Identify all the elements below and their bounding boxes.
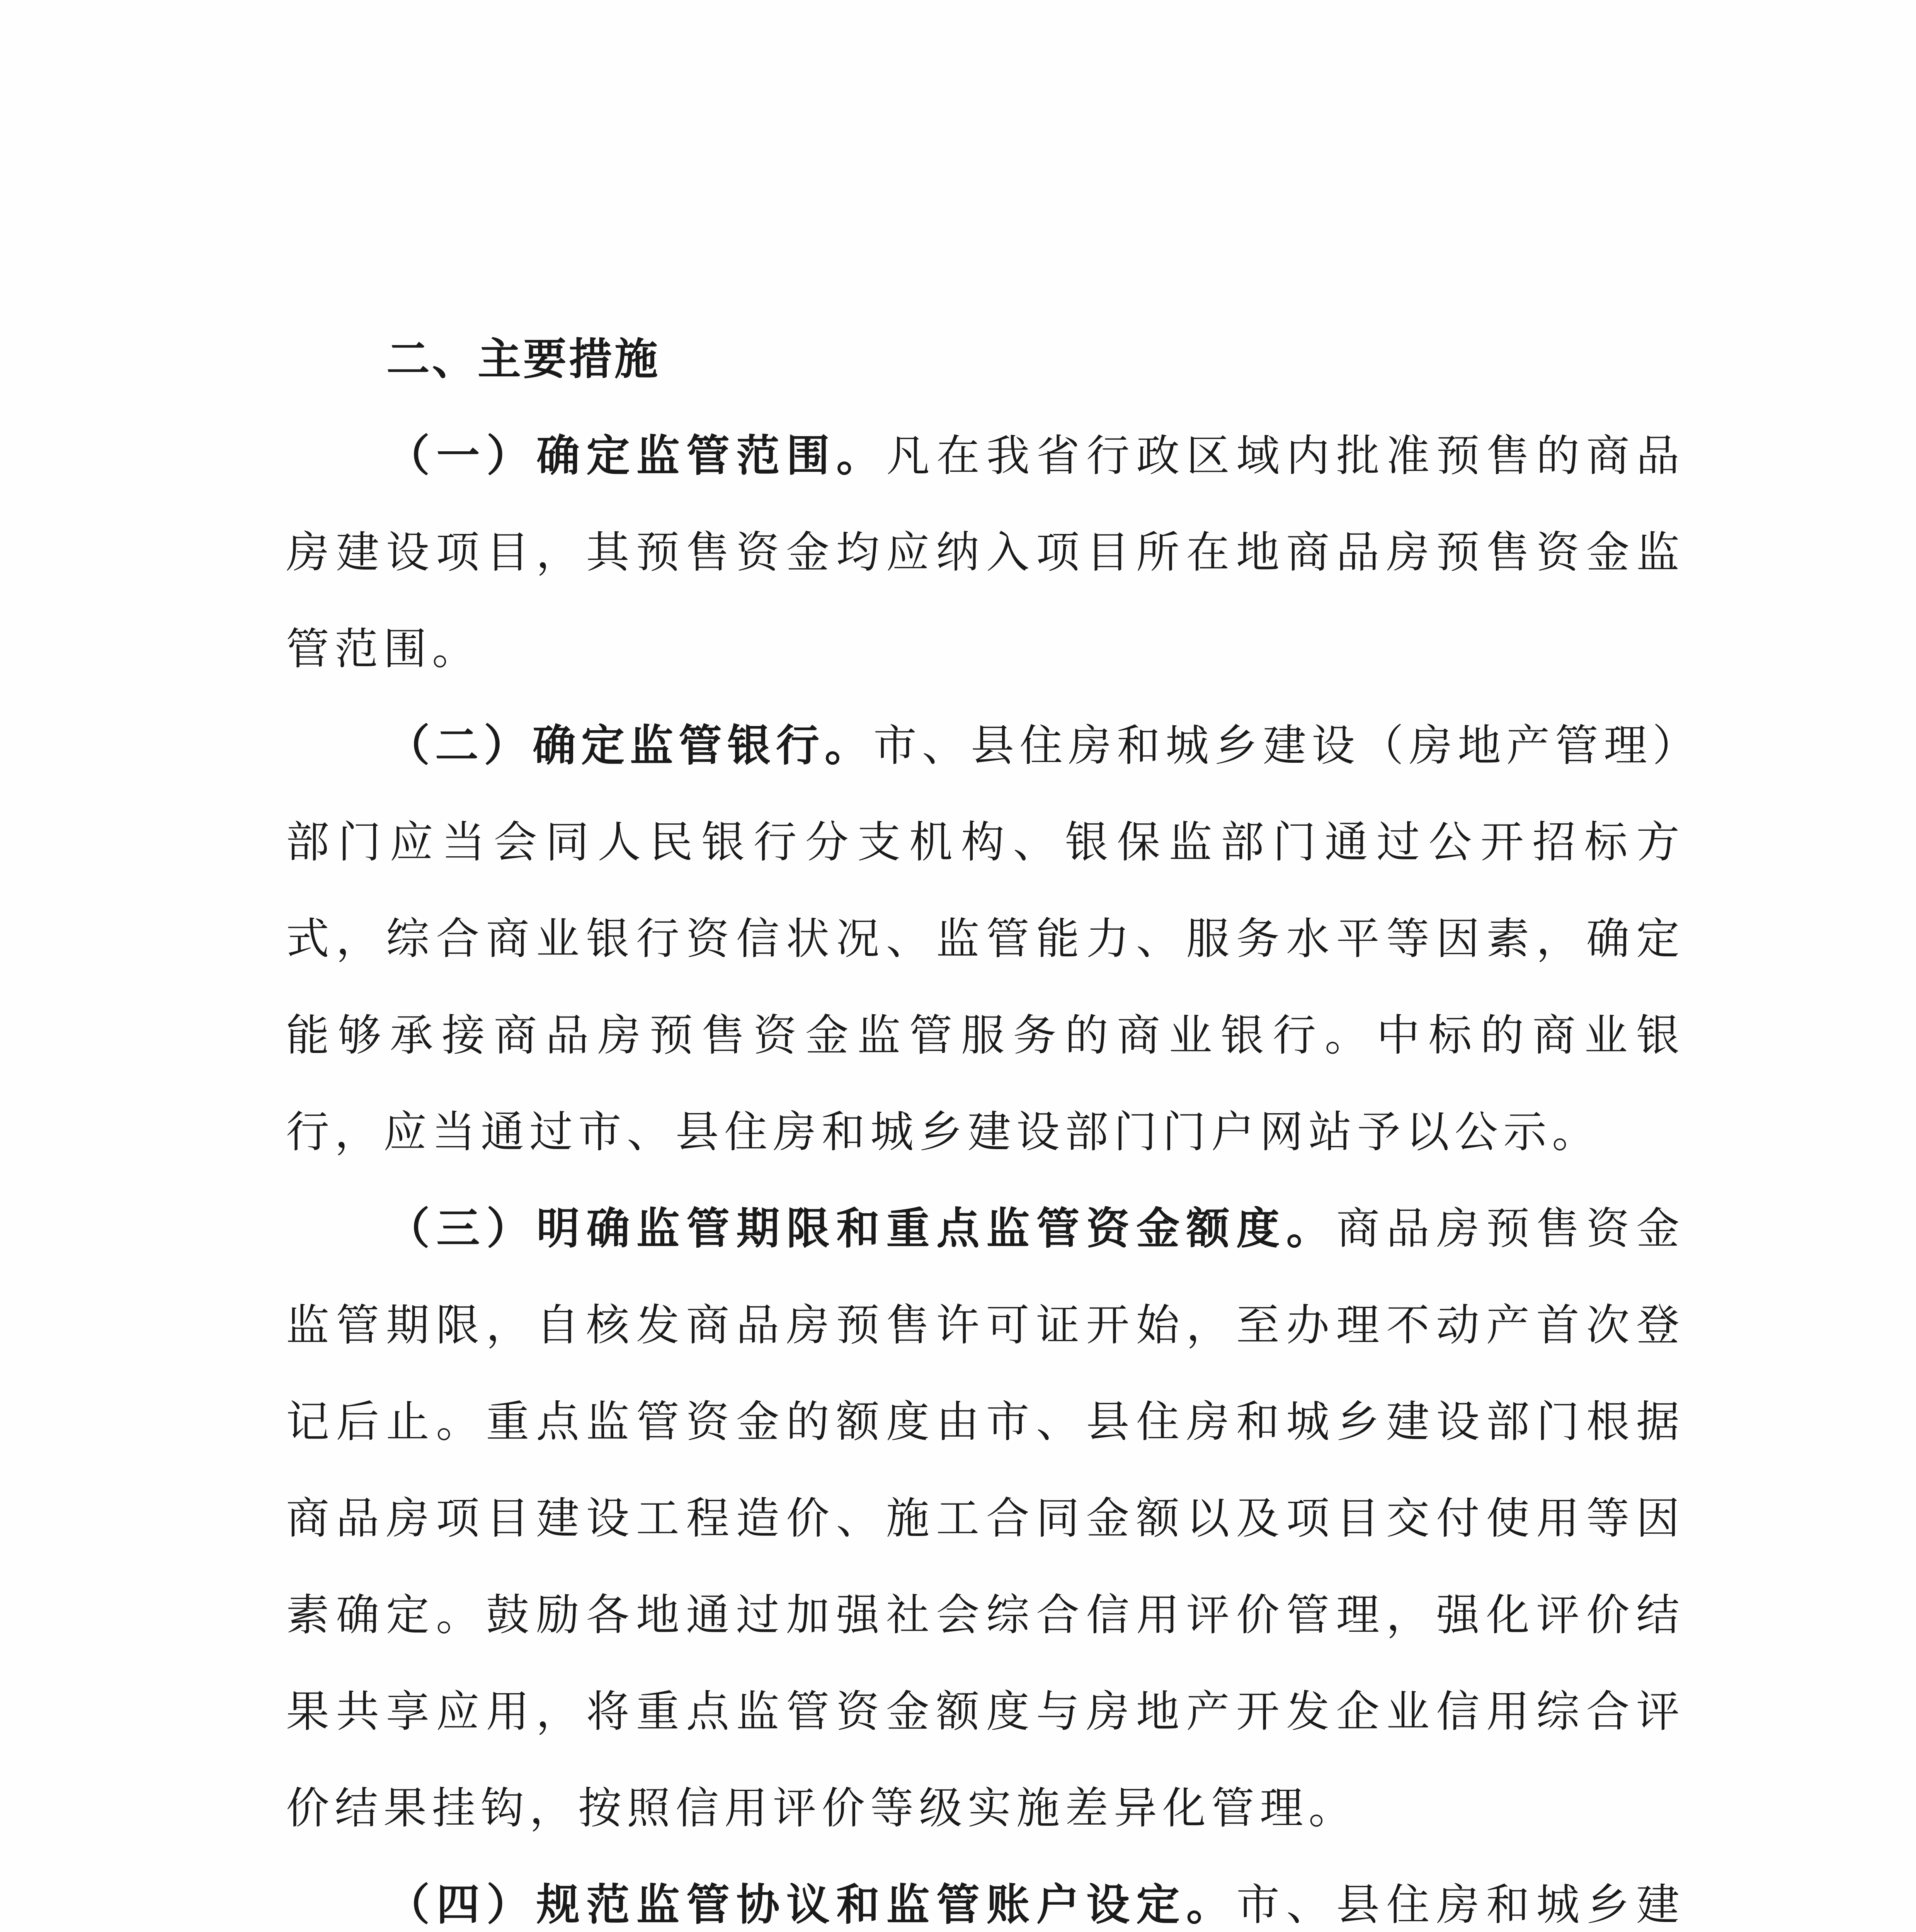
paragraph-line: 价结果挂钩，按照信用评价等级实施差异化管理。 [286, 1783, 1357, 1833]
paragraph-lead: （二）确定监管银行。 [386, 721, 873, 771]
paragraph-line [386, 1202, 1685, 1256]
paragraph-lead: （四）规范监管协议和监管账户设定。 [386, 1880, 1237, 1930]
paragraph-line: 式，综合商业银行资信状况、监管能力、服务水平等因素，确定 [286, 914, 1685, 964]
paragraph-line: 管范围。 [286, 624, 481, 674]
paragraph-text: 凡在我省行政区域内批准预售的商品 [886, 431, 1685, 481]
paragraph-lead: （三）明确监管期限和重点监管资金额度。 [386, 1204, 1336, 1254]
paragraph-line: 房建设项目，其预售资金均应纳入项目所在地商品房预售资金监 [286, 527, 1685, 578]
paragraph-line: 果共享应用，将重点监管资金额度与房地产开发企业信用综合评 [286, 1687, 1685, 1737]
paragraph-line [386, 719, 1701, 773]
paragraph-text: 商品房预售资金 [1336, 1204, 1685, 1254]
paragraph-text: 市、县住房和城乡建 [1236, 1880, 1685, 1930]
paragraph-line [386, 1878, 1685, 1932]
paragraph-line: 商品房项目建设工程造价、施工合同金额以及项目交付使用等因 [286, 1493, 1685, 1544]
paragraph-lead: （一）确定监管范围。 [386, 431, 887, 481]
paragraph-line: 部门应当会同人民银行分支机构、银保监部门通过公开招标方 [286, 817, 1685, 867]
paragraph-line: 监管期限，自核发商品房预售许可证开始，至办理不动产首次登 [286, 1300, 1685, 1350]
paragraph-line: 行，应当通过市、县住房和城乡建设部门门户网站予以公示。 [286, 1107, 1601, 1157]
paragraph-line: 素确定。鼓励各地通过加强社会综合信用评价管理，强化评价结 [286, 1590, 1685, 1640]
section-heading: 二、主要措施 [386, 334, 660, 384]
paragraph-text: 市、县住房和城乡建设（房地产管理） [873, 721, 1701, 771]
paragraph-line: 能够承接商品房预售资金监管服务的商业银行。中标的商业银 [286, 1010, 1685, 1061]
paragraph-line: 记后止。重点监管资金的额度由市、县住房和城乡建设部门根据 [286, 1397, 1685, 1447]
paragraph-line [386, 429, 1685, 483]
